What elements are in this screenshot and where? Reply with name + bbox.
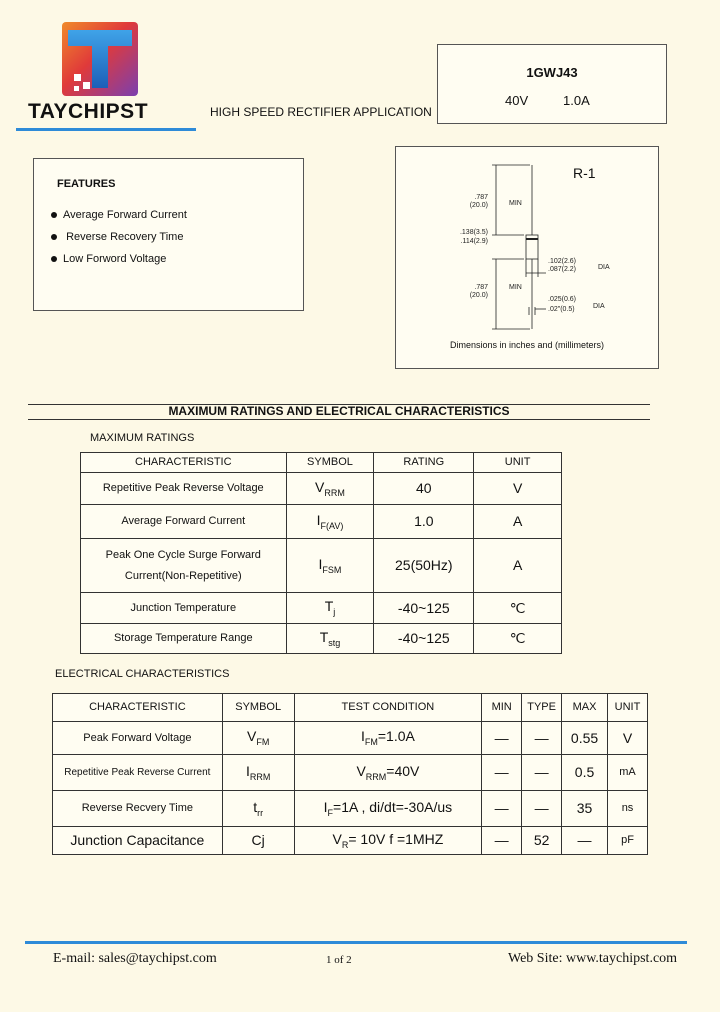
table-row: Junction Capacitance Cj $V_R= 10V$ f =1MHZ — 52 — pF (53, 827, 648, 855)
table-row: Average Forward Current $I_{F(AV)}$ 1.0 A (81, 505, 562, 539)
svg-text:(20.0): (20.0) (469, 202, 488, 209)
table-header-row: CHARACTERISTIC SYMBOL TEST CONDITION MIN TYPE MAX UNIT (53, 694, 648, 722)
package-drawing-box (395, 146, 659, 369)
feature-item: Low Forword Voltage (51, 253, 166, 265)
svg-text:(20.0): (20.0) (469, 292, 488, 299)
svg-text:.138(3.5): .138(3.5) (459, 229, 488, 236)
header-divider (16, 128, 196, 131)
max-ratings-title: MAXIMUM RATINGS (90, 432, 195, 444)
table-row: Junction Temperature $T_j$ -40~125 ℃ (81, 593, 562, 624)
bullet-icon (51, 234, 57, 240)
section-rule-bottom (28, 419, 650, 420)
diode-outline-drawing (396, 147, 658, 337)
table-row: Repetitive Peak Reverse Current $I_{RRM}$ $V_{RRM}=40V$ — — 0.5 mA (53, 755, 648, 791)
dimensions-note: Dimensions in inches and (millimeters) (449, 340, 605, 350)
svg-text:.087(2.2): .087(2.2) (548, 266, 577, 273)
svg-text:.02"(0.5): .02"(0.5) (548, 306, 575, 313)
svg-text:.787: .787 (474, 194, 488, 201)
feature-item: Reverse Recovery Time (51, 231, 183, 243)
table-row: Reverse Recvery Time $t_{rr}$ $I_F=1A$ , di/dt=-30A/us — — 35 ns (53, 791, 648, 827)
table-header-row (81, 453, 562, 473)
page-indicator: 1 of 2 (326, 954, 352, 966)
table-row: Storage Temperature Range $T_{stg}$ -40~125 ℃ (81, 624, 562, 654)
electrical-characteristics-title: ELECTRICAL CHARACTERISTICS (55, 668, 230, 680)
document-subtitle: HIGH SPEED RECTIFIER APPLICATION (210, 105, 432, 119)
table-row: Peak Forward Voltage $V_{FM}$ $I_{FM}=1.0A$ — — 0.55 V (53, 722, 648, 755)
svg-text:.114(2.9): .114(2.9) (460, 238, 488, 245)
max-ratings-table (80, 452, 562, 654)
footer-website: Web Site: www.taychipst.com (508, 951, 678, 966)
svg-text:.102(2.6): .102(2.6) (548, 258, 577, 265)
part-summary-box (437, 44, 667, 124)
footer-divider (25, 941, 687, 944)
footer-email: E-mail: sales@taychipst.com (53, 951, 217, 966)
package-name: R-1 (573, 165, 596, 181)
svg-text:DIA: DIA (593, 303, 605, 310)
features-box (33, 158, 304, 311)
brand-name: TAYCHIPST (28, 100, 149, 123)
header-cell: RATING (374, 453, 474, 473)
taychipst-logo (62, 22, 138, 96)
header-cell: UNIT (474, 453, 562, 473)
part-voltage: 40V (505, 93, 529, 108)
features-title: FEATURES (57, 178, 116, 190)
table-row: Peak One Cycle Surge Forward Current(Non-Repetitive) $I_{FSM}$ 25(50Hz) A (81, 539, 562, 593)
svg-text:MIN: MIN (509, 284, 522, 291)
section-title: MAXIMUM RATINGS AND ELECTRICAL CHARACTERISTICS (168, 404, 510, 418)
part-current: 1.0A (563, 93, 590, 108)
header-cell: SYMBOL (286, 453, 374, 473)
header-cell: CHARACTERISTIC (81, 453, 287, 473)
svg-text:MIN: MIN (509, 200, 522, 207)
table-row: Repetitive Peak Reverse Voltage $V_{RRM}$ 40 V (81, 473, 562, 505)
electrical-characteristics-table (52, 693, 648, 855)
bullet-icon (51, 256, 57, 262)
part-number: 1GWJ43 (526, 65, 578, 80)
svg-text:.025(0.6): .025(0.6) (548, 296, 577, 303)
feature-item: Average Forward Current (51, 209, 187, 221)
svg-text:DIA: DIA (598, 264, 610, 271)
bullet-icon (51, 212, 57, 218)
svg-text:.787: .787 (474, 284, 488, 291)
